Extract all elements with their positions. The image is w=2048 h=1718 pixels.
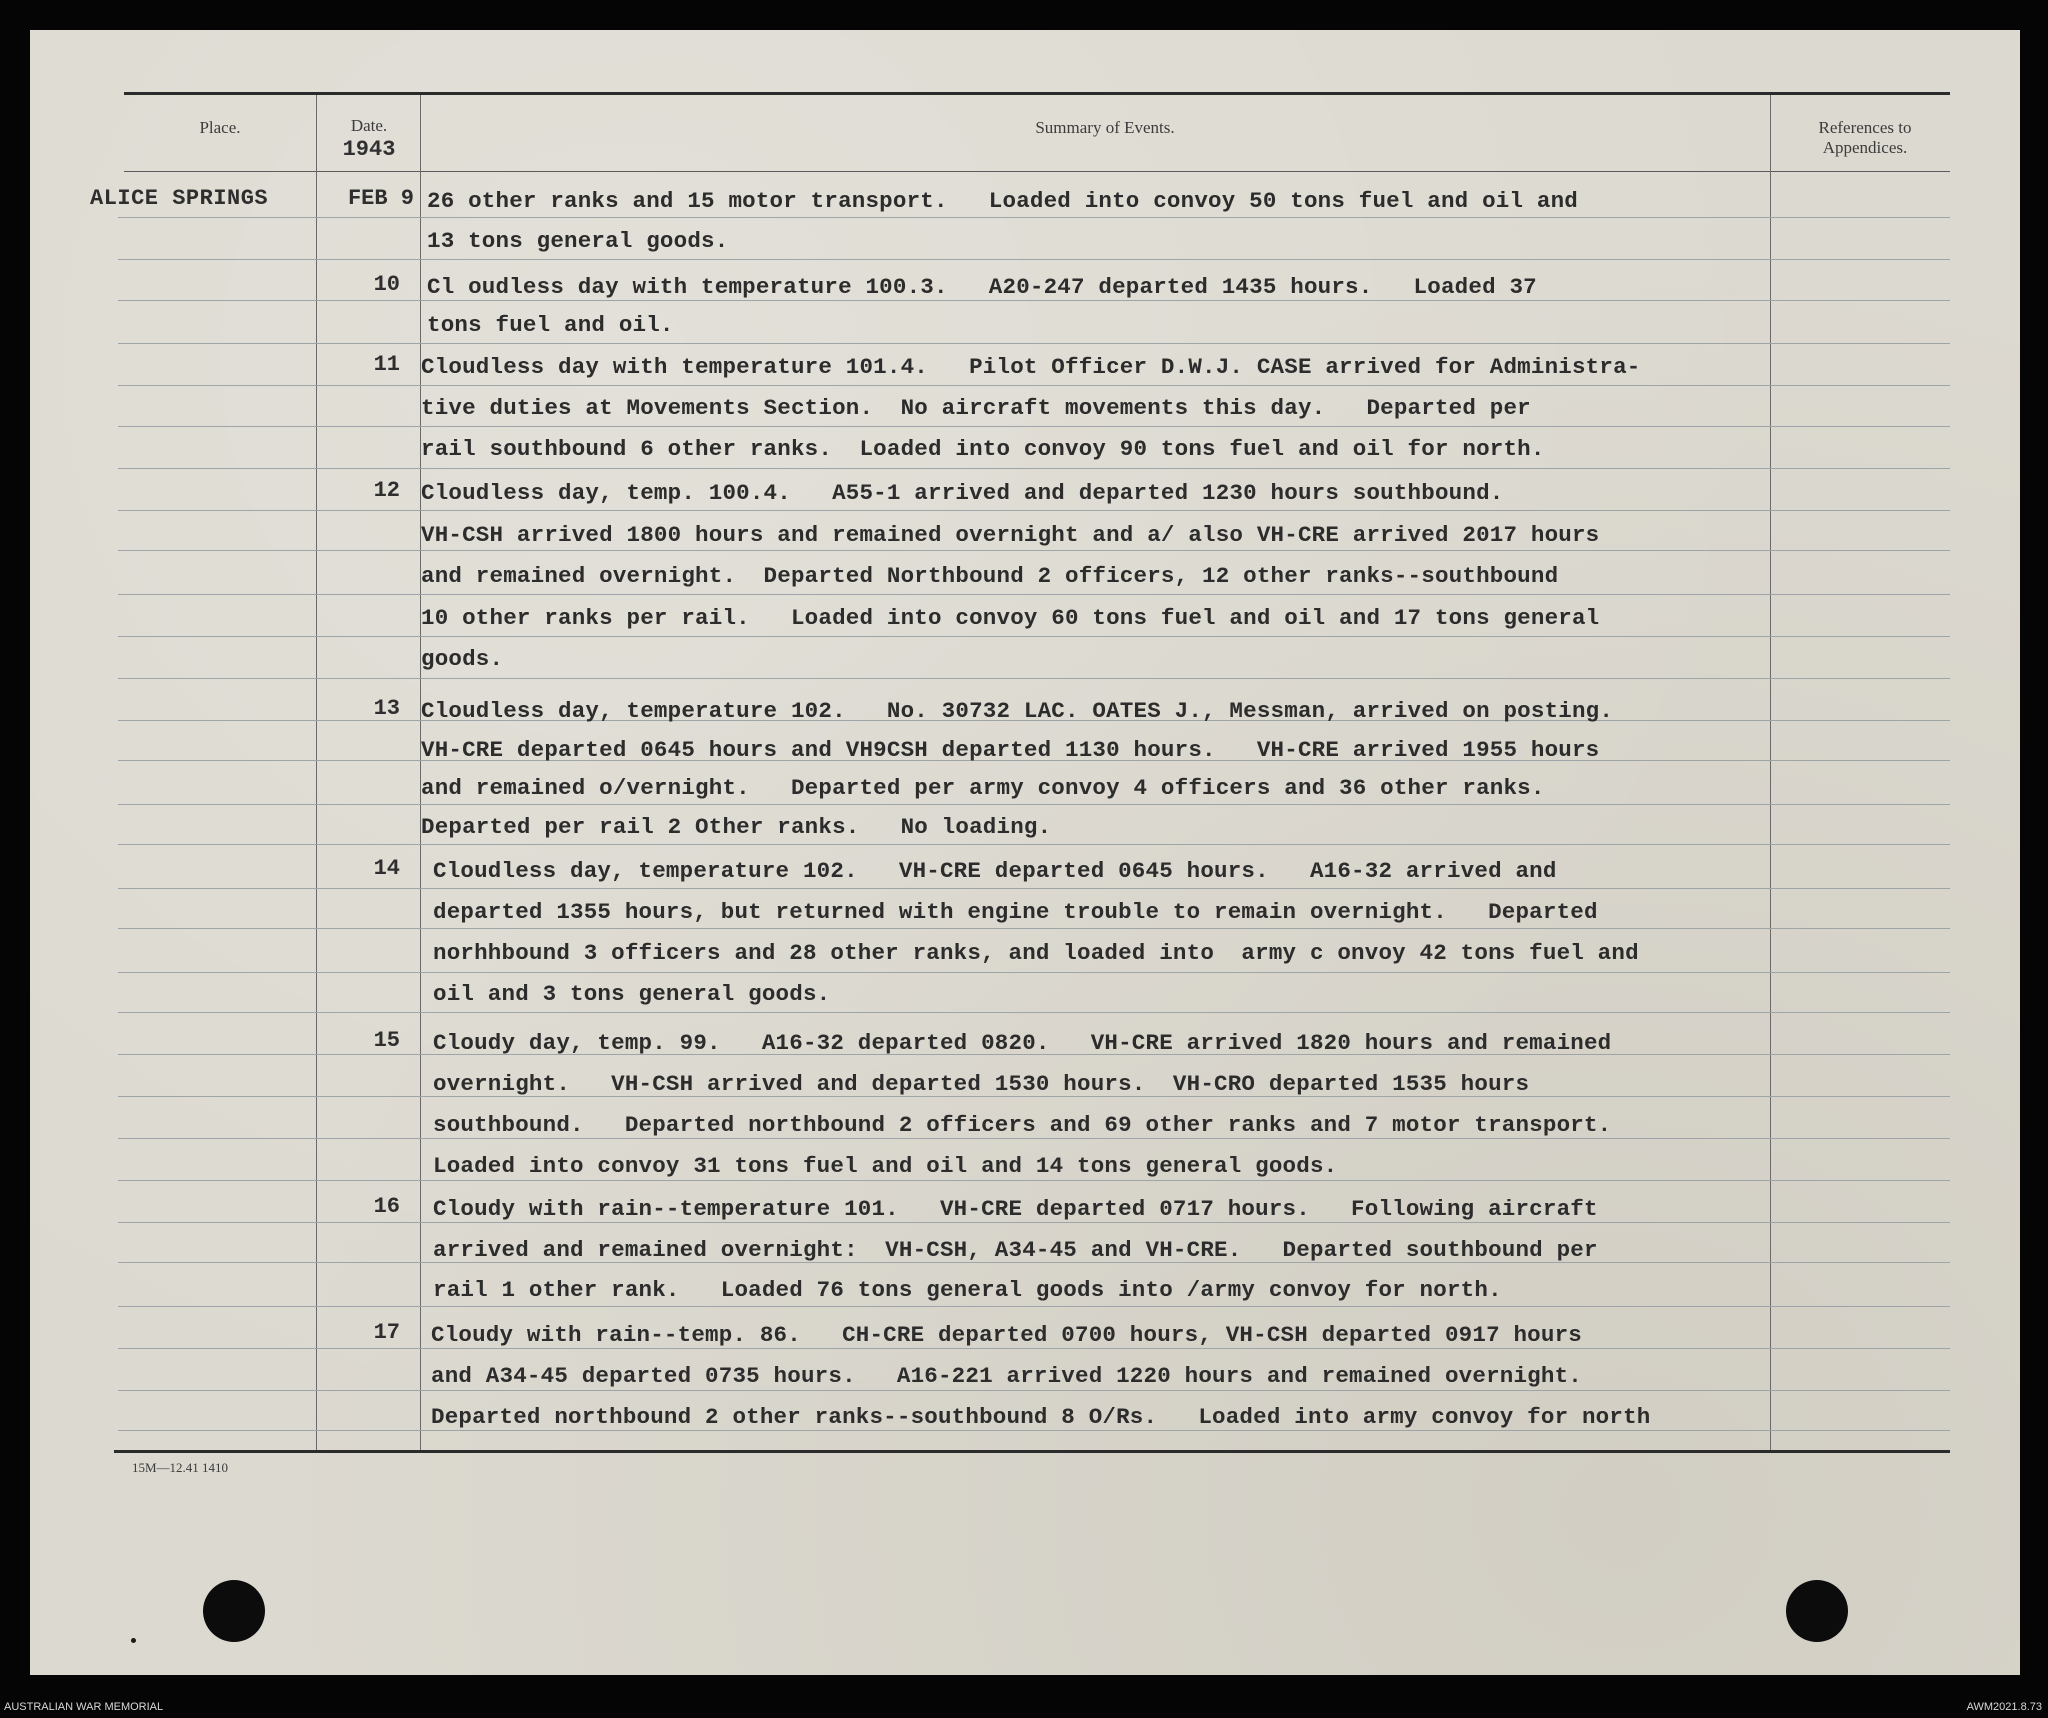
entry-text-line: 10 other ranks per rail. Loaded into convoy 60 tons fuel and oil and 17 tons general (421, 604, 1600, 631)
entry-text-line: Loaded into convoy 31 tons fuel and oil and 14 tons general goods. (433, 1153, 1338, 1179)
ruled-line (118, 510, 1950, 511)
header-year: 1943 (342, 137, 396, 162)
ruled-line (118, 343, 1950, 344)
column-divider-place (316, 95, 317, 1450)
entry-text-line: and A34-45 departed 0735 hours. A16-221 arrived 1220 hours and remained overnight. (431, 1363, 1582, 1389)
ruled-line (118, 426, 1950, 427)
entry-text-line: and remained overnight. Departed Northbound 2 officers, 12 other ranks--southbound (421, 563, 1559, 589)
punch-hole-right (1786, 1580, 1848, 1642)
entry-date: 15 (373, 1028, 400, 1053)
entry-text-line: Cloudless day, temperature 102. No. 30732 LAC. OATES J., Messman, arrived on posting. (421, 698, 1614, 724)
entry-date: 13 (373, 696, 400, 721)
entry-text-line: VH-CRE departed 0645 hours and VH9CSH departed 1130 hours. VH-CRE arrived 1955 hours (421, 736, 1600, 763)
top-rule (124, 92, 1950, 95)
ruled-line (118, 259, 1950, 260)
entry-date: 14 (373, 856, 400, 881)
entry-text-line: oil and 3 tons general goods. (433, 981, 831, 1007)
entry-date: 16 (373, 1194, 400, 1219)
ruled-line (118, 300, 1950, 301)
column-divider-date (420, 95, 421, 1450)
entry-text-line: rail southbound 6 other ranks. Loaded into convoy 90 tons fuel and oil for north. (421, 436, 1545, 462)
paper-speck (131, 1638, 136, 1643)
entry-text-line: 13 tons general goods. (427, 228, 729, 254)
entry-text-line: Departed northbound 2 other ranks--southbound 8 O/Rs. Loaded into army convoy for north (431, 1404, 1651, 1430)
ruled-line (118, 1222, 1950, 1223)
entry-text-line: Cloudy day, temp. 99. A16-32 departed 0820. VH-CRE arrived 1820 hours and remained (433, 1030, 1612, 1056)
entry-text-line: Cloudy with rain--temp. 86. CH-CRE departed 0700 hours, VH-CSH departed 0917 hours (431, 1322, 1582, 1348)
entry-text-line: Cloudless day, temp. 100.4. A55-1 arrived and departed 1230 hours southbound. (421, 480, 1504, 506)
ruled-line (118, 636, 1950, 637)
header-divider (124, 171, 1950, 172)
form-code: 15M—12.41 1410 (132, 1460, 229, 1475)
entry-text-line: 26 other ranks and 15 motor transport. Loaded into convoy 50 tons fuel and oil and (427, 188, 1578, 214)
entry-text-line: Departed per rail 2 Other ranks. No loading. (421, 813, 1052, 840)
header-date: Date. (350, 116, 388, 135)
entry-date: 10 (373, 272, 400, 297)
entry-text-line: southbound. Departed northbound 2 officers and 69 other ranks and 7 motor transport. (433, 1112, 1612, 1138)
ruled-line (118, 928, 1950, 929)
archive-reference: AWM2021.8.73 (1966, 1701, 2042, 1713)
entry-text-line: Cl oudless day with temperature 100.3. A20-247 departed 1435 hours. Loaded 37 (427, 274, 1537, 300)
place-name: ALICE SPRINGS (90, 186, 269, 211)
column-divider-summary (1770, 95, 1771, 1450)
ruled-line (118, 844, 1950, 845)
header-summary: Summary of Events. (1035, 118, 1175, 137)
ruled-line (118, 385, 1950, 386)
ruled-line (118, 550, 1950, 551)
entry-date: 17 (373, 1320, 400, 1345)
ruled-line (118, 804, 1950, 805)
ruled-line (118, 1012, 1950, 1013)
punch-hole-left (203, 1580, 265, 1642)
entry-text-line: tons fuel and oil. (427, 312, 674, 338)
ruled-line (118, 1390, 1950, 1391)
ruled-line (118, 1180, 1950, 1181)
entry-text-line: goods. (421, 646, 504, 672)
entry-text-line: Cloudless day, temperature 102. VH-CRE departed 0645 hours. A16-32 arrived and (433, 858, 1557, 884)
header-references: References to Appendices. (1818, 118, 1912, 157)
entry-text-line: tive duties at Movements Section. No aircraft movements this day. Departed per (421, 395, 1531, 421)
entry-text-line: VH-CSH arrived 1800 hours and remained overnight and a/ also VH-CRE arrived 2017 hours (421, 521, 1600, 548)
entry-text-line: departed 1355 hours, but returned with engine trouble to remain overnight. Departed (433, 899, 1598, 925)
ruled-line (118, 1138, 1950, 1139)
ruled-line (118, 1430, 1950, 1431)
ruled-line (118, 972, 1950, 973)
entry-date: 11 (373, 352, 400, 377)
entry-date: 12 (373, 478, 400, 503)
archive-credit: AUSTRALIAN WAR MEMORIAL (4, 1701, 164, 1713)
entry-text-line: rail 1 other rank. Loaded 76 tons general goods into /army convoy for north. (433, 1277, 1502, 1303)
ruled-line (118, 1348, 1950, 1349)
entry-text-line: arrived and remained overnight: VH-CSH, A34-45 and VH-CRE. Departed southbound per (433, 1236, 1598, 1263)
ruled-line (118, 468, 1950, 469)
ruled-line (118, 678, 1950, 679)
entry-date: FEB 9 (347, 186, 414, 211)
entry-text-line: overnight. VH-CSH arrived and departed 1530 hours. VH-CRO departed 1535 hours (433, 1071, 1530, 1097)
entry-text-line: norhhbound 3 officers and 28 other ranks, and loaded into army c onvoy 42 tons fuel and (433, 940, 1639, 966)
ruled-line (118, 217, 1950, 218)
ruled-line (118, 888, 1950, 889)
header-place: Place. (199, 118, 241, 137)
ruled-line (118, 594, 1950, 595)
entry-text-line: Cloudless day with temperature 101.4. Pilot Officer D.W.J. CASE arrived for Administra- (421, 354, 1641, 380)
ruled-line (118, 1306, 1950, 1307)
entry-text-line: Cloudy with rain--temperature 101. VH-CRE departed 0717 hours. Following aircraft (433, 1196, 1598, 1222)
entry-text-line: and remained o/vernight. Departed per army convoy 4 officers and 36 other ranks. (421, 775, 1545, 801)
bottom-rule (114, 1450, 1950, 1453)
